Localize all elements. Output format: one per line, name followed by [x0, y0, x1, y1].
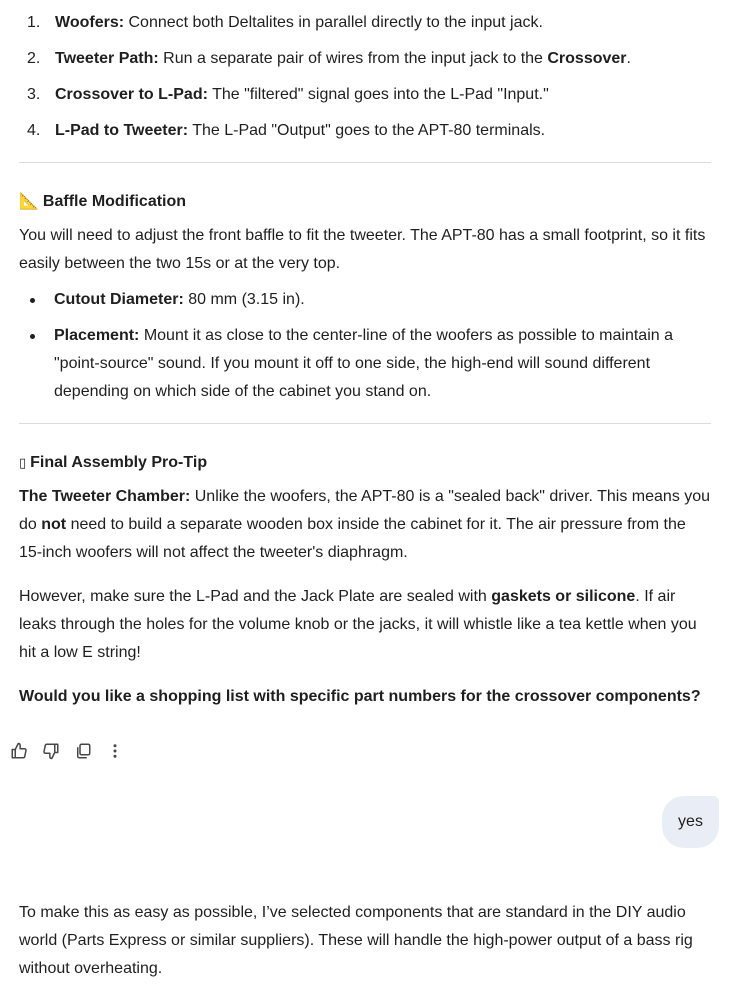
list-item	[19, 322, 711, 406]
paragraph-text-end: . If air leaks through the holes for the volume knob or the jacks, it will whistle like a tea kettle when you hit a low E string!	[19, 588, 697, 661]
step-text: The "filtered" signal goes into the L-Pad "Input."	[207, 86, 549, 103]
bullet-dot	[30, 334, 35, 339]
paragraph-emphasis: not	[41, 516, 67, 533]
user-message-text: yes	[678, 813, 703, 830]
paragraph-label: The Tweeter Chamber:	[19, 488, 191, 505]
paragraph-emphasis: gaskets or silicone	[491, 588, 636, 605]
triangular-ruler-icon: 📐	[19, 193, 39, 210]
paragraph-text: However, make sure the L-Pad and the Jack Plate are sealed with	[19, 588, 492, 605]
protip-heading-text: Final Assembly Pro-Tip	[30, 454, 208, 471]
baffle-heading	[19, 190, 186, 214]
section-divider	[19, 423, 711, 424]
protip-heading	[19, 451, 207, 475]
tweeter-chamber-paragraph	[19, 483, 711, 567]
more-vert-icon[interactable]	[106, 741, 124, 761]
bullet-text: 80 mm (3.15 in).	[183, 291, 305, 308]
bullet-text: Mount it as close to the center-line of the woofers as possible to maintain a "point-source" sound. If you mount it off to one side, the high-end will sound different depending on which side of the cabinet you stand on.	[54, 327, 673, 400]
step-text: The L-Pad "Output" goes to the APT-80 terminals.	[188, 122, 546, 139]
response-actions	[10, 741, 124, 761]
step-label: L-Pad to Tweeter:	[55, 122, 189, 139]
list-item	[19, 81, 711, 109]
step-label: Crossover to L-Pad:	[55, 86, 208, 103]
paragraph-text: Unlike the woofers, the APT-80 is a "sealed back" driver. This means you do	[19, 488, 711, 533]
copy-icon[interactable]	[74, 741, 92, 761]
step-number: 1.	[27, 14, 41, 31]
list-item	[19, 45, 711, 73]
sealing-paragraph	[19, 583, 711, 667]
step-label: Tweeter Path:	[55, 50, 159, 67]
step-emphasis: Crossover	[547, 50, 627, 67]
bullet-label: Placement:	[54, 327, 140, 344]
list-item	[19, 9, 711, 37]
assistant-reply: To make this as easy as possible, I’ve selected components that are standard in the DIY audio world (Parts Express or similar suppliers). These will handle the high-power output of a bass rig without overheating.	[19, 904, 693, 977]
missing-glyph-icon: ▯	[19, 455, 27, 470]
user-message-bubble	[662, 796, 719, 848]
baffle-heading-text: Baffle Modification	[42, 193, 187, 210]
list-item	[19, 286, 711, 314]
bullet-label: Cutout Diameter:	[54, 291, 184, 308]
section-divider	[19, 162, 711, 163]
thumbs-up-icon[interactable]	[10, 741, 28, 761]
thumbs-down-icon[interactable]	[42, 741, 60, 761]
step-number: 2.	[27, 50, 41, 67]
step-text: Run a separate pair of wires from the input jack to the	[158, 50, 548, 67]
step-text: Connect both Deltalites in parallel directly to the input jack.	[124, 14, 543, 31]
list-item	[19, 117, 711, 145]
step-number: 3.	[27, 86, 41, 103]
baffle-intro: You will need to adjust the front baffle to fit the tweeter. The APT-80 has a small footprint, so it fits easily between the two 15s or at the very top.	[19, 227, 706, 272]
wiring-steps-list	[19, 9, 711, 145]
step-text-end: .	[626, 50, 631, 67]
step-label: Woofers:	[55, 14, 125, 31]
paragraph-text-end: need to build a separate wooden box inside the cabinet for it. The air pressure from the 15-inch woofers will not affect the tweeter's diaphragm.	[19, 516, 686, 561]
step-number: 4.	[27, 122, 41, 139]
bullet-dot	[30, 298, 35, 303]
followup-question: Would you like a shopping list with specific part numbers for the crossover components?	[19, 688, 701, 705]
